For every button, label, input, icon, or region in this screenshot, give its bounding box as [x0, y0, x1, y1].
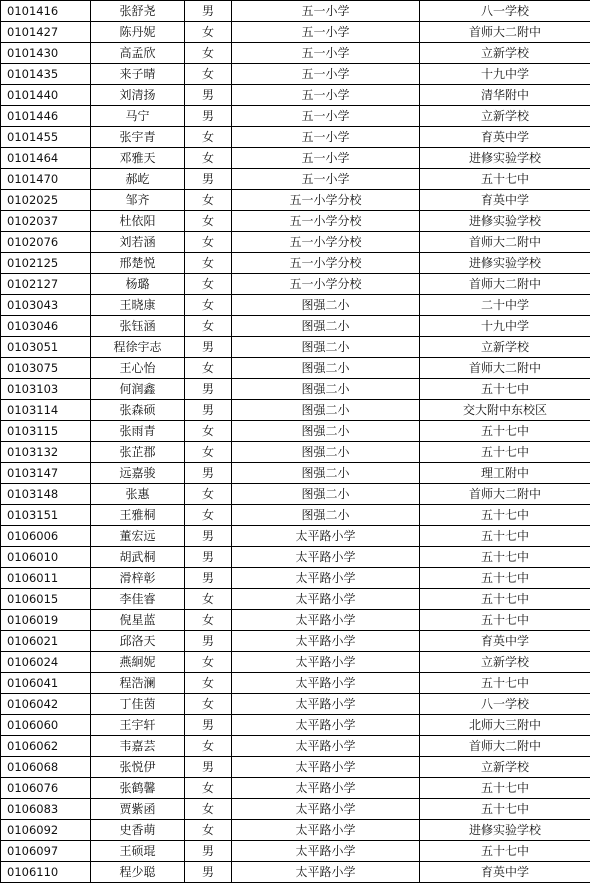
primary-school-cell: 五一小学 — [232, 127, 420, 148]
student-name-cell: 贾紫函 — [91, 799, 185, 820]
table-row — [1, 505, 590, 526]
primary-school-cell: 五一小学 — [232, 169, 420, 190]
student-name-cell: 张宇青 — [91, 127, 185, 148]
middle-school-cell: 五十七中 — [420, 505, 590, 526]
gender-cell: 男 — [185, 400, 232, 421]
student-id-cell: 0106083 — [1, 799, 91, 820]
gender-cell: 女 — [185, 673, 232, 694]
primary-school-cell: 图强二小 — [232, 400, 420, 421]
gender-cell: 女 — [185, 64, 232, 85]
table-row — [1, 799, 590, 820]
table-row — [1, 631, 590, 652]
table-row — [1, 463, 590, 484]
student-name-cell: 杨璐 — [91, 274, 185, 295]
middle-school-cell: 立新学校 — [420, 337, 590, 358]
table-row — [1, 694, 590, 715]
primary-school-cell: 图强二小 — [232, 358, 420, 379]
table-row — [1, 316, 590, 337]
table-row — [1, 232, 590, 253]
primary-school-cell: 太平路小学 — [232, 526, 420, 547]
primary-school-cell: 太平路小学 — [232, 757, 420, 778]
middle-school-cell: 育英中学 — [420, 190, 590, 211]
student-name-cell: 远嘉骏 — [91, 463, 185, 484]
table-row — [1, 547, 590, 568]
gender-cell: 男 — [185, 568, 232, 589]
gender-cell: 男 — [185, 169, 232, 190]
student-id-cell: 0102037 — [1, 211, 91, 232]
gender-cell: 女 — [185, 799, 232, 820]
gender-cell: 男 — [185, 547, 232, 568]
student-id-cell: 0106097 — [1, 841, 91, 862]
gender-cell: 女 — [185, 211, 232, 232]
gender-cell: 女 — [185, 442, 232, 463]
student-id-cell: 0106110 — [1, 862, 91, 883]
middle-school-cell: 交大附中东校区 — [420, 400, 590, 421]
student-id-cell: 0106092 — [1, 820, 91, 841]
gender-cell: 女 — [185, 610, 232, 631]
gender-cell: 女 — [185, 652, 232, 673]
middle-school-cell: 进修实验学校 — [420, 148, 590, 169]
middle-school-cell: 首师大二附中 — [420, 22, 590, 43]
student-name-cell: 来子晴 — [91, 64, 185, 85]
primary-school-cell: 太平路小学 — [232, 568, 420, 589]
student-name-cell: 邱洛天 — [91, 631, 185, 652]
primary-school-cell: 五一小学 — [232, 85, 420, 106]
gender-cell: 女 — [185, 43, 232, 64]
student-id-cell: 0101470 — [1, 169, 91, 190]
primary-school-cell: 五一小学分校 — [232, 274, 420, 295]
student-name-cell: 程浩澜 — [91, 673, 185, 694]
student-id-cell: 0101427 — [1, 22, 91, 43]
student-id-cell: 0101440 — [1, 85, 91, 106]
student-name-cell: 邹齐 — [91, 190, 185, 211]
student-name-cell: 张森硕 — [91, 400, 185, 421]
student-name-cell: 高孟欣 — [91, 43, 185, 64]
primary-school-cell: 太平路小学 — [232, 547, 420, 568]
middle-school-cell: 进修实验学校 — [420, 253, 590, 274]
student-name-cell: 史香萌 — [91, 820, 185, 841]
gender-cell: 女 — [185, 127, 232, 148]
middle-school-cell: 五十七中 — [420, 673, 590, 694]
table-row — [1, 589, 590, 610]
table-row — [1, 1, 590, 22]
gender-cell: 女 — [185, 190, 232, 211]
gender-cell: 男 — [185, 85, 232, 106]
student-id-cell: 0103151 — [1, 505, 91, 526]
middle-school-cell: 首师大二附中 — [420, 274, 590, 295]
student-id-cell: 0102127 — [1, 274, 91, 295]
student-id-cell: 0106010 — [1, 547, 91, 568]
student-id-cell: 0106024 — [1, 652, 91, 673]
gender-cell: 女 — [185, 736, 232, 757]
gender-cell: 女 — [185, 295, 232, 316]
gender-cell: 男 — [185, 862, 232, 883]
student-id-cell: 0103075 — [1, 358, 91, 379]
student-id-cell: 0106015 — [1, 589, 91, 610]
middle-school-cell: 理工附中 — [420, 463, 590, 484]
student-id-cell: 0101430 — [1, 43, 91, 64]
middle-school-cell: 八一学校 — [420, 694, 590, 715]
student-id-cell: 0106019 — [1, 610, 91, 631]
primary-school-cell: 五一小学 — [232, 106, 420, 127]
table-row — [1, 673, 590, 694]
table-row — [1, 568, 590, 589]
table-row — [1, 841, 590, 862]
table-row — [1, 274, 590, 295]
student-id-cell: 0103103 — [1, 379, 91, 400]
student-name-cell: 刘清扬 — [91, 85, 185, 106]
middle-school-cell: 首师大二附中 — [420, 484, 590, 505]
table-row — [1, 85, 590, 106]
table-row — [1, 778, 590, 799]
student-name-cell: 刘若涵 — [91, 232, 185, 253]
table-row — [1, 484, 590, 505]
student-id-cell: 0102076 — [1, 232, 91, 253]
student-name-cell: 郝屹 — [91, 169, 185, 190]
gender-cell: 女 — [185, 148, 232, 169]
middle-school-cell: 五十七中 — [420, 568, 590, 589]
gender-cell: 男 — [185, 463, 232, 484]
primary-school-cell: 太平路小学 — [232, 841, 420, 862]
gender-cell: 女 — [185, 820, 232, 841]
student-id-cell: 0101416 — [1, 1, 91, 22]
gender-cell: 女 — [185, 694, 232, 715]
middle-school-cell: 立新学校 — [420, 652, 590, 673]
student-name-cell: 张惠 — [91, 484, 185, 505]
student-id-cell: 0106011 — [1, 568, 91, 589]
primary-school-cell: 图强二小 — [232, 463, 420, 484]
middle-school-cell: 十九中学 — [420, 64, 590, 85]
middle-school-cell: 五十七中 — [420, 841, 590, 862]
gender-cell: 女 — [185, 22, 232, 43]
primary-school-cell: 太平路小学 — [232, 589, 420, 610]
middle-school-cell: 进修实验学校 — [420, 820, 590, 841]
gender-cell: 男 — [185, 631, 232, 652]
primary-school-cell: 图强二小 — [232, 379, 420, 400]
middle-school-cell: 五十七中 — [420, 442, 590, 463]
student-name-cell: 李佳睿 — [91, 589, 185, 610]
student-name-cell: 张悦伊 — [91, 757, 185, 778]
table-row — [1, 22, 590, 43]
table-row — [1, 211, 590, 232]
student-name-cell: 张芷郡 — [91, 442, 185, 463]
table-row — [1, 862, 590, 883]
middle-school-cell: 育英中学 — [420, 862, 590, 883]
primary-school-cell: 太平路小学 — [232, 799, 420, 820]
middle-school-cell: 首师大二附中 — [420, 232, 590, 253]
gender-cell: 男 — [185, 841, 232, 862]
table-row — [1, 148, 590, 169]
gender-cell: 女 — [185, 232, 232, 253]
table-row — [1, 64, 590, 85]
primary-school-cell: 五一小学 — [232, 148, 420, 169]
student-id-cell: 0103115 — [1, 421, 91, 442]
primary-school-cell: 太平路小学 — [232, 673, 420, 694]
middle-school-cell: 育英中学 — [420, 127, 590, 148]
gender-cell: 女 — [185, 253, 232, 274]
middle-school-cell: 首师大二附中 — [420, 736, 590, 757]
middle-school-cell: 五十七中 — [420, 421, 590, 442]
middle-school-cell: 五十七中 — [420, 610, 590, 631]
middle-school-cell: 五十七中 — [420, 379, 590, 400]
gender-cell: 男 — [185, 715, 232, 736]
primary-school-cell: 太平路小学 — [232, 652, 420, 673]
student-name-cell: 程少聪 — [91, 862, 185, 883]
student-id-cell: 0106041 — [1, 673, 91, 694]
student-name-cell: 张钰涵 — [91, 316, 185, 337]
student-name-cell: 张雨青 — [91, 421, 185, 442]
student-name-cell: 杜依阳 — [91, 211, 185, 232]
student-id-cell: 0103132 — [1, 442, 91, 463]
primary-school-cell: 图强二小 — [232, 442, 420, 463]
table-row — [1, 169, 590, 190]
table-row — [1, 295, 590, 316]
student-name-cell: 滑梓彰 — [91, 568, 185, 589]
student-name-cell: 陈丹妮 — [91, 22, 185, 43]
table-row — [1, 820, 590, 841]
middle-school-cell: 立新学校 — [420, 106, 590, 127]
primary-school-cell: 太平路小学 — [232, 715, 420, 736]
student-id-cell: 0106076 — [1, 778, 91, 799]
primary-school-cell: 图强二小 — [232, 337, 420, 358]
table-row — [1, 43, 590, 64]
middle-school-cell: 立新学校 — [420, 757, 590, 778]
student-name-cell: 韦嘉芸 — [91, 736, 185, 757]
table-row — [1, 127, 590, 148]
gender-cell: 男 — [185, 106, 232, 127]
primary-school-cell: 五一小学分校 — [232, 253, 420, 274]
primary-school-cell: 太平路小学 — [232, 631, 420, 652]
gender-cell: 女 — [185, 589, 232, 610]
student-id-cell: 0106021 — [1, 631, 91, 652]
primary-school-cell: 太平路小学 — [232, 862, 420, 883]
primary-school-cell: 五一小学 — [232, 43, 420, 64]
primary-school-cell: 图强二小 — [232, 316, 420, 337]
middle-school-cell: 五十七中 — [420, 547, 590, 568]
table-row — [1, 526, 590, 547]
student-id-cell: 0103114 — [1, 400, 91, 421]
gender-cell: 男 — [185, 757, 232, 778]
student-name-cell: 倪星蓝 — [91, 610, 185, 631]
student-name-cell: 邓雅天 — [91, 148, 185, 169]
primary-school-cell: 图强二小 — [232, 484, 420, 505]
primary-school-cell: 五一小学 — [232, 22, 420, 43]
student-name-cell: 何润鑫 — [91, 379, 185, 400]
student-name-cell: 张舒尧 — [91, 1, 185, 22]
student-id-cell: 0106006 — [1, 526, 91, 547]
gender-cell: 女 — [185, 358, 232, 379]
primary-school-cell: 太平路小学 — [232, 610, 420, 631]
primary-school-cell: 太平路小学 — [232, 736, 420, 757]
middle-school-cell: 北师大三附中 — [420, 715, 590, 736]
student-name-cell: 程徐宇志 — [91, 337, 185, 358]
table-row — [1, 379, 590, 400]
student-id-cell: 0102025 — [1, 190, 91, 211]
student-id-cell: 0106068 — [1, 757, 91, 778]
student-name-cell: 燕絅妮 — [91, 652, 185, 673]
student-name-cell: 王宇轩 — [91, 715, 185, 736]
table-row — [1, 400, 590, 421]
student-id-cell: 0101435 — [1, 64, 91, 85]
table-row — [1, 757, 590, 778]
gender-cell: 女 — [185, 778, 232, 799]
admission-table-body — [1, 1, 590, 883]
table-row — [1, 190, 590, 211]
middle-school-cell: 二十中学 — [420, 295, 590, 316]
student-id-cell: 0102125 — [1, 253, 91, 274]
middle-school-cell: 首师大二附中 — [420, 358, 590, 379]
student-id-cell: 0103046 — [1, 316, 91, 337]
gender-cell: 男 — [185, 337, 232, 358]
student-name-cell: 胡武桐 — [91, 547, 185, 568]
gender-cell: 女 — [185, 421, 232, 442]
student-id-cell: 0103147 — [1, 463, 91, 484]
primary-school-cell: 图强二小 — [232, 505, 420, 526]
student-name-cell: 丁佳茵 — [91, 694, 185, 715]
middle-school-cell: 五十七中 — [420, 526, 590, 547]
table-row — [1, 421, 590, 442]
middle-school-cell: 十九中学 — [420, 316, 590, 337]
table-row — [1, 652, 590, 673]
table-row — [1, 715, 590, 736]
student-id-cell: 0103051 — [1, 337, 91, 358]
primary-school-cell: 五一小学 — [232, 1, 420, 22]
table-row — [1, 610, 590, 631]
student-name-cell: 邢楚悦 — [91, 253, 185, 274]
primary-school-cell: 五一小学分校 — [232, 211, 420, 232]
gender-cell: 女 — [185, 505, 232, 526]
primary-school-cell: 五一小学分校 — [232, 232, 420, 253]
middle-school-cell: 清华附中 — [420, 85, 590, 106]
student-id-cell: 0101446 — [1, 106, 91, 127]
middle-school-cell: 五十七中 — [420, 799, 590, 820]
table-row — [1, 106, 590, 127]
table-row — [1, 337, 590, 358]
gender-cell: 男 — [185, 379, 232, 400]
student-name-cell: 王晓康 — [91, 295, 185, 316]
primary-school-cell: 图强二小 — [232, 421, 420, 442]
middle-school-cell: 五十七中 — [420, 169, 590, 190]
student-name-cell: 马宁 — [91, 106, 185, 127]
primary-school-cell: 图强二小 — [232, 295, 420, 316]
gender-cell: 女 — [185, 484, 232, 505]
student-id-cell: 0101464 — [1, 148, 91, 169]
student-name-cell: 王硕琨 — [91, 841, 185, 862]
student-name-cell: 董宏远 — [91, 526, 185, 547]
table-row — [1, 358, 590, 379]
student-id-cell: 0106042 — [1, 694, 91, 715]
student-name-cell: 王雅桐 — [91, 505, 185, 526]
student-id-cell: 0101455 — [1, 127, 91, 148]
primary-school-cell: 五一小学分校 — [232, 190, 420, 211]
table-row — [1, 253, 590, 274]
student-id-cell: 0106060 — [1, 715, 91, 736]
student-id-cell: 0103148 — [1, 484, 91, 505]
table-row — [1, 736, 590, 757]
middle-school-cell: 五十七中 — [420, 589, 590, 610]
student-id-cell: 0106062 — [1, 736, 91, 757]
middle-school-cell: 立新学校 — [420, 43, 590, 64]
gender-cell: 男 — [185, 1, 232, 22]
primary-school-cell: 太平路小学 — [232, 694, 420, 715]
gender-cell: 女 — [185, 274, 232, 295]
middle-school-cell: 育英中学 — [420, 631, 590, 652]
middle-school-cell: 五十七中 — [420, 778, 590, 799]
primary-school-cell: 五一小学 — [232, 64, 420, 85]
student-name-cell: 王心怡 — [91, 358, 185, 379]
primary-school-cell: 太平路小学 — [232, 820, 420, 841]
primary-school-cell: 太平路小学 — [232, 778, 420, 799]
middle-school-cell: 八一学校 — [420, 1, 590, 22]
student-id-cell: 0103043 — [1, 295, 91, 316]
gender-cell: 男 — [185, 526, 232, 547]
gender-cell: 女 — [185, 316, 232, 337]
table-row — [1, 442, 590, 463]
middle-school-cell: 进修实验学校 — [420, 211, 590, 232]
student-name-cell: 张鹤馨 — [91, 778, 185, 799]
